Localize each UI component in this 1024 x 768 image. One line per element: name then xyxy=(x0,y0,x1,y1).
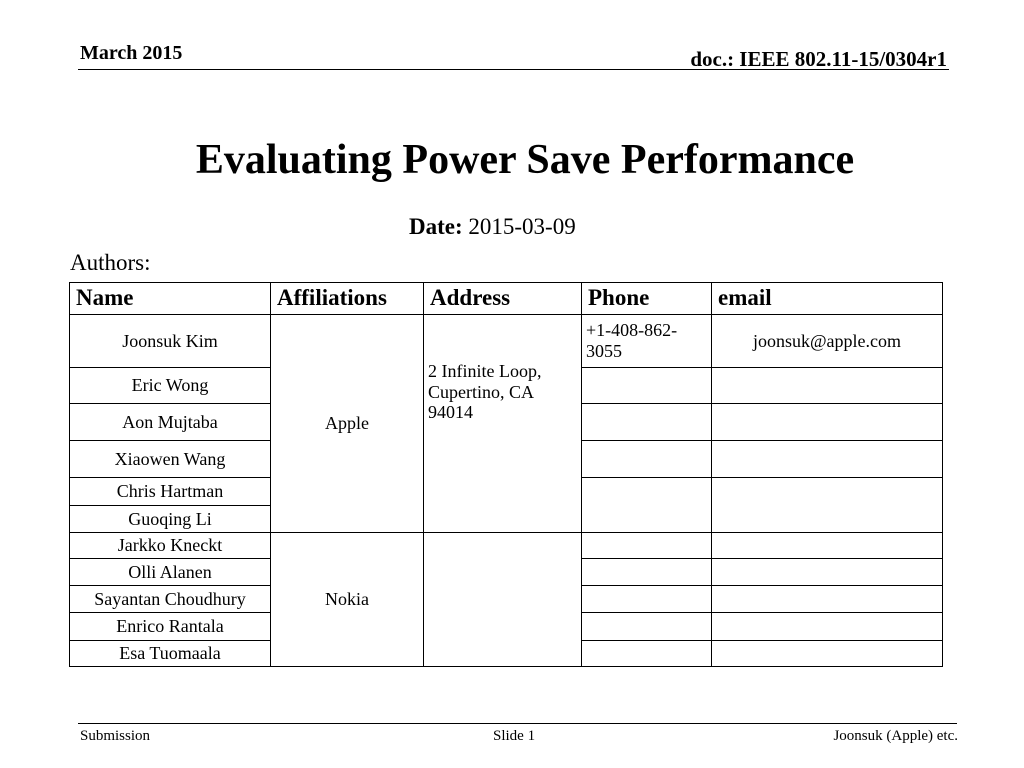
address-nokia xyxy=(424,533,582,667)
author-phone xyxy=(582,368,712,404)
header-name: Name xyxy=(70,283,271,315)
author-name: Eric Wong xyxy=(70,368,271,404)
author-email xyxy=(712,641,943,667)
header-affiliations: Affiliations xyxy=(271,283,424,315)
author-phone xyxy=(582,533,712,559)
author-email xyxy=(712,533,943,559)
table-row xyxy=(70,533,943,559)
author-phone xyxy=(582,559,712,586)
author-email xyxy=(712,478,943,533)
author-name: Esa Tuomaala xyxy=(70,641,271,667)
author-name: Jarkko Kneckt xyxy=(70,533,271,559)
footer-divider xyxy=(78,723,957,724)
author-email xyxy=(712,586,943,613)
footer-author: Joonsuk (Apple) etc. xyxy=(833,728,958,744)
header-date: March 2015 xyxy=(80,42,183,64)
header-address: Address xyxy=(424,283,582,315)
author-name: Olli Alanen xyxy=(70,559,271,586)
date-label: Date: xyxy=(409,214,463,239)
address-line: 2 Infinite Loop, xyxy=(428,361,542,381)
author-email xyxy=(712,404,943,441)
author-name: Chris Hartman xyxy=(70,478,271,506)
author-name: Enrico Rantala xyxy=(70,613,271,641)
address-apple xyxy=(424,315,582,533)
table-header-row xyxy=(70,283,943,315)
address-line: 94014 xyxy=(428,402,473,423)
author-phone xyxy=(582,613,712,641)
author-phone xyxy=(582,441,712,478)
author-name: Xiaowen Wang xyxy=(70,441,271,478)
affiliation-apple: Apple xyxy=(271,315,424,533)
authors-table xyxy=(69,282,943,667)
author-phone xyxy=(582,404,712,441)
footer-submission: Submission xyxy=(80,728,151,744)
date-line xyxy=(409,214,576,240)
header-doc-id: doc.: IEEE 802.11-15/0304r1 xyxy=(690,47,947,71)
author-name: Aon Mujtaba xyxy=(70,404,271,441)
header-phone: Phone xyxy=(582,283,712,315)
slide-title: Evaluating Power Save Performance xyxy=(195,137,855,183)
author-email xyxy=(712,441,943,478)
author-name: Sayantan Choudhury xyxy=(70,586,271,613)
address-line: Cupertino, CA xyxy=(428,381,534,402)
authors-label: Authors: xyxy=(70,250,151,275)
author-email xyxy=(712,559,943,586)
affiliation-nokia: Nokia xyxy=(271,533,424,667)
header-email: email xyxy=(712,283,943,315)
author-name: Guoqing Li xyxy=(70,506,271,533)
date-value: 2015-03-09 xyxy=(468,214,576,239)
author-name: Joonsuk Kim xyxy=(70,315,271,368)
author-email xyxy=(712,613,943,641)
author-phone xyxy=(582,586,712,613)
table-row xyxy=(70,315,943,368)
author-email xyxy=(712,368,943,404)
author-phone xyxy=(582,478,712,533)
header-divider xyxy=(78,69,949,70)
author-phone xyxy=(582,641,712,667)
author-phone: +1-408-862-3055 xyxy=(582,315,712,368)
footer-slide-number: Slide 1 xyxy=(493,728,536,744)
author-email: joonsuk@apple.com xyxy=(712,315,943,368)
